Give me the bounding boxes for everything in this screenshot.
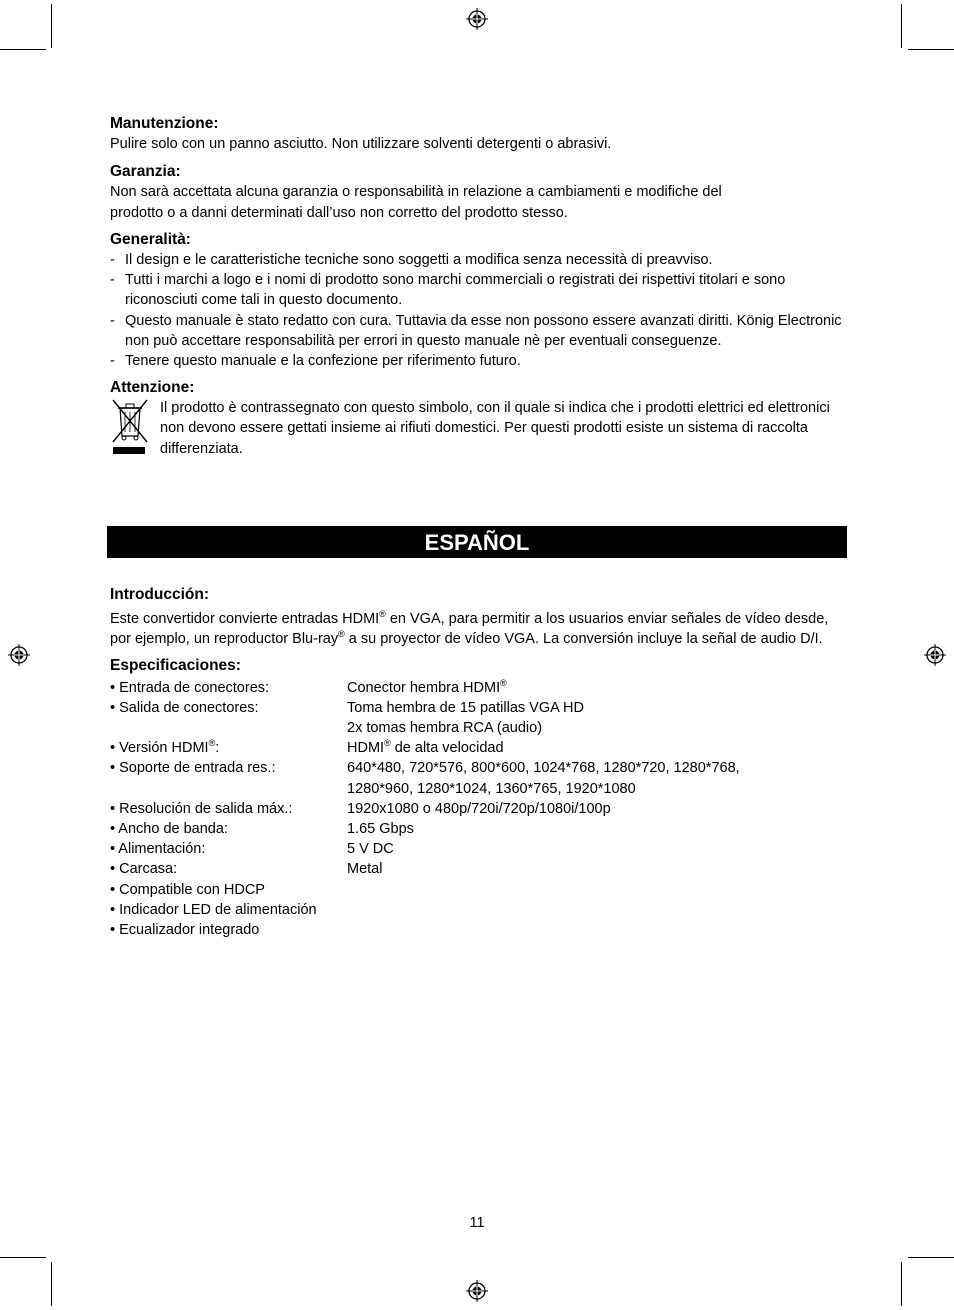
- list-item: - Tenere questo manuale e la confezione per riferimento futuro.: [110, 351, 846, 371]
- attenzione-text: Il prodotto è contrassegnato con questo simbolo, con il quale si indica che i prodotti elettrici ed elettronici non devono essere gettati insieme ai rifiuti domestici. Per questi prodotti esiste un sistema di raccolta differenziata.: [160, 400, 830, 457]
- spec-row: [110, 718, 846, 738]
- spec-label: • Entrada de conectores:: [110, 679, 270, 696]
- spec-row: [110, 738, 846, 758]
- spanish-section: [110, 585, 846, 940]
- generalita-heading: Generalità:: [110, 230, 191, 248]
- garanzia-line-1: Non sarà accettata alcuna garanzia o responsabilità in relazione a cambiamenti e modifiche del: [110, 184, 722, 201]
- spec-label: • Compatible con HDCP: [110, 881, 265, 898]
- spec-value: 1.65 Gbps: [347, 821, 414, 838]
- list-item: - Tutti i marchi a logo e i nomi di prodotto sono marchi commerciali o registrati dei rispettivi titolari e sono riconosciuti come tali in questo documento.: [110, 270, 846, 310]
- spec-row: [110, 698, 846, 718]
- spec-row: [110, 819, 846, 839]
- crop-mark: [901, 1262, 902, 1306]
- spec-row: [110, 920, 846, 940]
- intro-text-part: a su proyector de vídeo VGA. La conversión incluye la señal de audio D/I.: [344, 631, 823, 648]
- spec-value-tail: de alta velocidad: [390, 740, 504, 757]
- spec-value: [347, 880, 846, 900]
- registered-mark: ®: [500, 677, 507, 688]
- introduccion-text: [110, 609, 846, 650]
- spec-row: [110, 678, 846, 698]
- spec-row: [110, 859, 846, 879]
- spec-label: • Resolución de salida máx.:: [110, 800, 293, 817]
- spec-label: • Ancho de banda:: [110, 821, 228, 838]
- spec-value: 2x tomas hembra RCA (audio): [347, 720, 543, 736]
- spec-label: • Soporte de entrada res.:: [110, 760, 276, 777]
- registered-mark: ®: [379, 609, 386, 620]
- registration-mark-icon: [924, 644, 946, 666]
- crop-mark: [901, 4, 902, 48]
- registered-mark: ®: [208, 738, 216, 749]
- spec-label: • Alimentación:: [110, 841, 206, 858]
- spec-row: [110, 839, 846, 859]
- intro-text-part: Este convertidor convierte entradas HDMI: [110, 611, 380, 627]
- crop-mark: [51, 4, 52, 48]
- garanzia-heading: Garanzia:: [110, 163, 181, 181]
- registered-mark: ®: [384, 738, 391, 749]
- registration-mark-icon: [466, 1280, 488, 1302]
- spec-value-text: HDMI: [347, 740, 385, 757]
- crop-mark: [0, 1257, 46, 1258]
- spec-label: • Salida de conectores:: [110, 699, 259, 716]
- list-item: - Il design e le caratteristiche tecniche sono soggetti a modifica senza necessità di preavviso.: [110, 250, 846, 270]
- spec-value: 640*480, 720*576, 800*600, 1024*768, 1280*720, 1280*768, 1280*960, 1280*1024, 1360*765, 1920*1080: [347, 760, 740, 797]
- introduccion-heading: Introducción:: [110, 586, 210, 603]
- spec-table: [110, 678, 846, 941]
- spec-value: Metal: [347, 861, 383, 878]
- italian-section: [110, 114, 846, 459]
- language-banner: ESPAÑOL: [107, 526, 847, 558]
- spec-label-tail: :: [215, 740, 220, 757]
- spec-value: 1920x1080 o 480p/720i/720p/1080i/100p: [347, 800, 611, 817]
- spec-label: [110, 718, 347, 738]
- attenzione-block: [110, 398, 846, 459]
- list-item: - Questo manuale è stato redatto con cura. Tuttavia da esse non possono essere avanzati diritti. König Electronic non può accettare responsabilità per errori in questo manuale nè per eventuali conseguenze.: [110, 311, 846, 351]
- crop-mark: [908, 1257, 954, 1258]
- spec-row: [110, 799, 846, 819]
- spec-label: • Indicador LED de alimentación: [110, 901, 317, 918]
- crop-mark: [908, 49, 954, 50]
- spec-label: [110, 738, 347, 758]
- crop-mark: [51, 1262, 52, 1306]
- registered-mark: ®: [338, 629, 345, 640]
- spec-label: • Ecualizador integrado: [110, 922, 260, 939]
- manutenzione-heading: Manutenzione:: [110, 115, 219, 132]
- spec-value: Toma hembra de 15 patillas VGA HD: [347, 699, 584, 716]
- spec-label: • Carcasa:: [110, 861, 178, 878]
- intro-text-part: en VGA, para permitir a los usuarios enviar señales de vídeo desde, por ejemplo, un reproductor Blu-ray: [110, 611, 829, 648]
- manutenzione-text: Pulire solo con un panno asciutto. Non utilizzare solventi detergenti o abrasivi.: [110, 136, 612, 152]
- weee-crossed-bin-icon: [110, 398, 150, 456]
- spec-label-text: • Versión HDMI: [110, 740, 209, 757]
- garanzia-line-2: prodotto o a danni determinati dall’uso non corretto del prodotto stesso.: [110, 204, 568, 221]
- spec-row: [110, 880, 846, 900]
- spec-value-text: Conector hembra HDMI: [347, 679, 501, 696]
- spec-value: [347, 920, 846, 940]
- spec-value: [347, 900, 846, 920]
- generalita-list: [110, 250, 846, 371]
- registration-mark-icon: [8, 644, 30, 666]
- crop-mark: [0, 49, 46, 50]
- page-number: 11: [469, 1215, 485, 1231]
- especificaciones-heading: Especificaciones:: [110, 656, 241, 674]
- spec-value: 5 V DC: [347, 841, 394, 858]
- spec-value: [347, 738, 846, 758]
- spec-value: [347, 678, 846, 698]
- spec-row: [110, 758, 846, 798]
- spec-row: [110, 900, 846, 920]
- attenzione-heading: Attenzione:: [110, 379, 195, 397]
- registration-mark-icon: [466, 8, 488, 30]
